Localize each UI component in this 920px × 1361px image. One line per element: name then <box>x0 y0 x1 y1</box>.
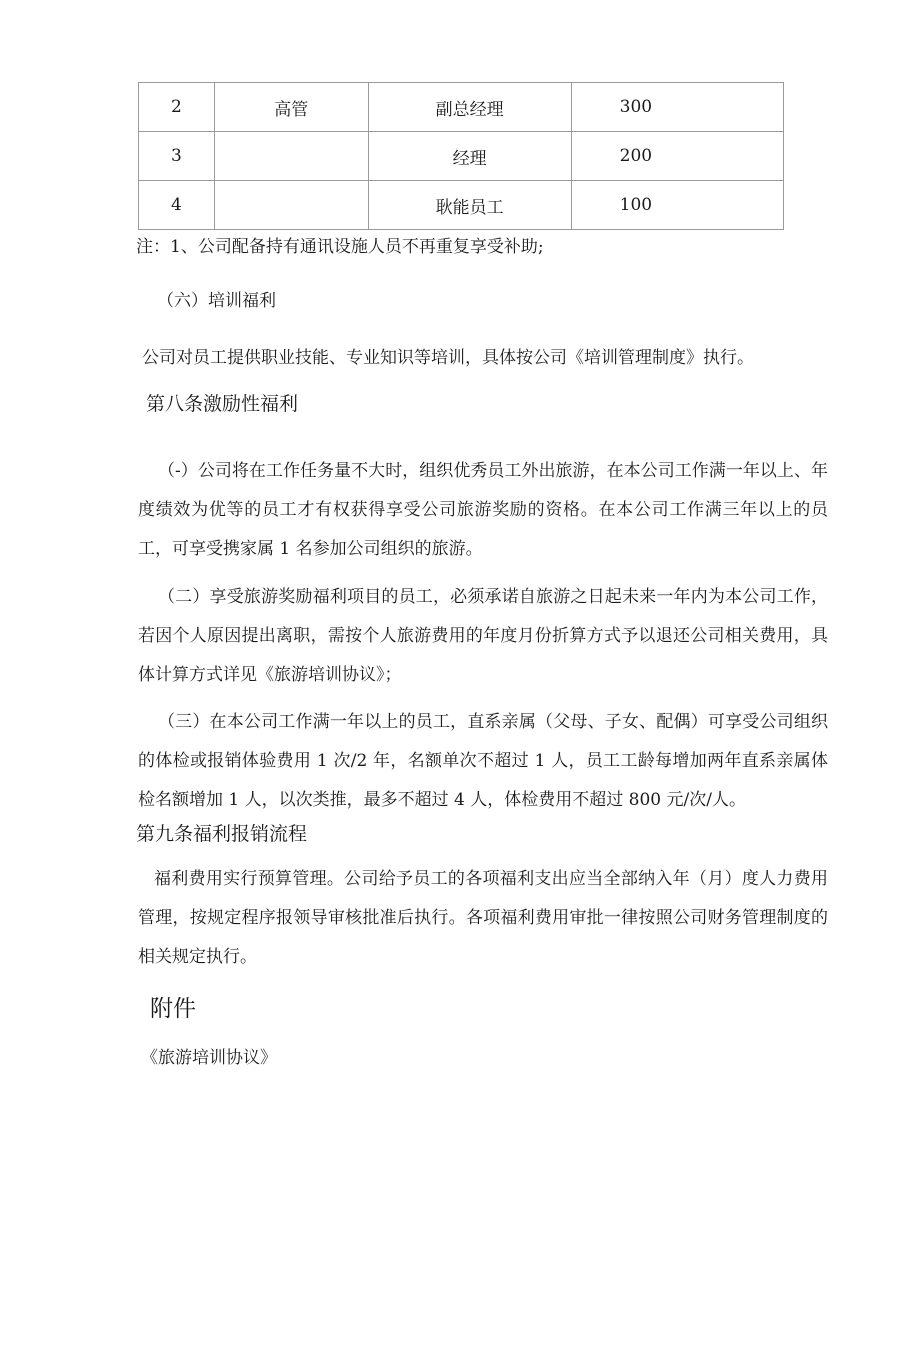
section-six-text: 公司对员工提供职业技能、专业知识等培训，具体按公司《培训管理制度》执行。 <box>142 348 754 368</box>
row-amount: 200 <box>571 132 783 181</box>
article-eight-paragraph-2: （二）享受旅游奖励福利项目的员工，必须承诺自旅游之日起未来一年内为本公司工作，若因个人原因提出离职，需按个人旅游费用的年度月份折算方式予以退还公司相关费用，具体计算方式详见《旅游培训协议》； <box>138 587 828 685</box>
article-eight-paragraph-1: （-）公司将在工作任务量不大时，组织优秀员工外出旅游，在本公司工作满一年以上、年度绩效为优等的员工才有权获得享受公司旅游奖励的资格。在本公司工作满三年以上的员工，可享受携家属 1 名参加公司组织的旅游。 <box>138 461 828 559</box>
row-category <box>214 132 368 181</box>
article-nine-text: 福利费用实行预算管理。公司给予员工的各项福利支出应当全部纳入年（月）度人力费用管理，按规定程序报领导审核批准后执行。各项福利费用审批一律按照公司财务管理制度的相关规定执行。 <box>138 869 828 967</box>
article-nine-heading: 第九条福利报销流程 <box>136 823 308 845</box>
table-row <box>139 132 784 181</box>
subsidy-table <box>138 82 784 230</box>
article-eight-paragraph-3: （三）在本公司工作满一年以上的员工，直系亲属（父母、子女、配偶）可享受公司组织的体检或报销体验费用 1 次/2 年，名额单次不超过 1 人，员工工龄每增加两年直系亲属体检名额增加 1 人，以次类推，最多不超过 4 人，体检费用不超过 800 元/次/人。 <box>138 712 828 810</box>
section-six-heading: （六）培训福利 <box>157 291 276 311</box>
row-number: 4 <box>139 181 215 230</box>
row-category: 高管 <box>214 83 368 132</box>
row-number: 3 <box>139 132 215 181</box>
row-category <box>214 181 368 230</box>
row-position: 耿能员工 <box>368 181 571 230</box>
row-position: 经理 <box>368 132 571 181</box>
table-row <box>139 83 784 132</box>
row-number: 2 <box>139 83 215 132</box>
article-eight-heading: 第八条激励性福利 <box>146 393 299 415</box>
attachment-item: 《旅游培训协议》 <box>141 1048 277 1068</box>
table-row <box>139 181 784 230</box>
attachment-heading: 附件 <box>150 996 196 1022</box>
table-note: 注：1、公司配备持有通讯设施人员不再重复享受补助; <box>136 237 544 257</box>
row-position: 副总经理 <box>368 83 571 132</box>
row-amount: 100 <box>571 181 783 230</box>
row-amount: 300 <box>571 83 783 132</box>
